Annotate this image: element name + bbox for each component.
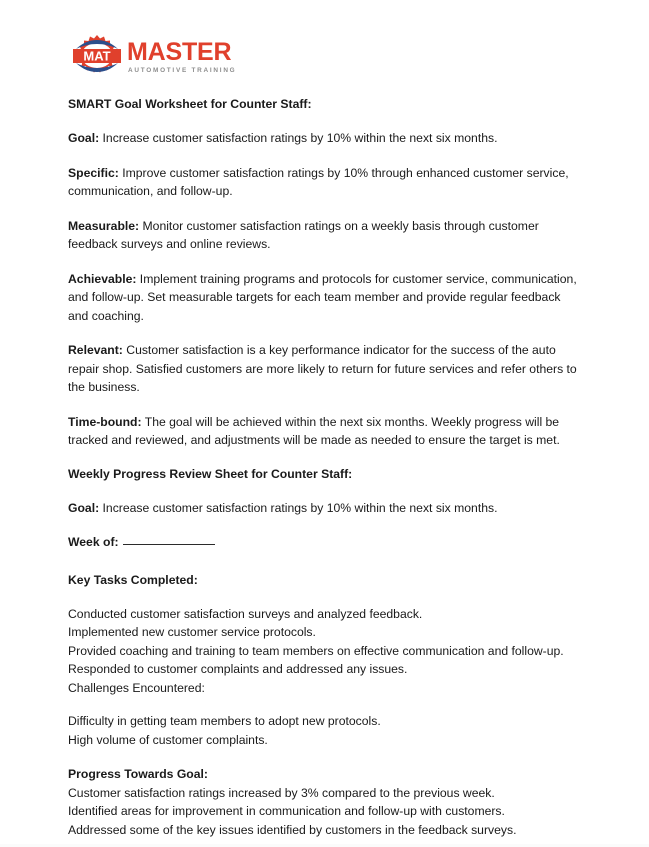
weekly-goal-paragraph [68,499,583,518]
smart-specific-text: Improve customer satisfaction ratings by 10% through enhanced customer service, communication, and follow-up. [68,165,569,198]
list-item: Difficulty in getting team members to adopt new protocols. [68,714,381,728]
logo-wordmark [127,39,236,75]
smart-measurable-paragraph [68,217,583,254]
document-body [68,34,583,839]
smart-goal-text: Increase customer satisfaction ratings by 10% within the next six months. [99,131,498,145]
smart-measurable-label: Measurable: [68,218,140,233]
weekly-goal-label: Goal: [68,500,100,515]
logo-brand-text: MASTER [127,38,232,66]
list-item: Provided coaching and training to team members on effective communication and follow-up. [68,643,564,658]
smart-measurable-text: Monitor customer satisfaction ratings on a weekly basis through customer feedback surveys and online reviews. [68,218,539,251]
list-item: Responded to customer complaints and addressed any issues. [68,662,408,676]
challenges-encountered-label: Challenges Encountered: [68,680,205,695]
smart-goal-paragraph [68,129,583,148]
progress-list [68,784,583,840]
brand-logo [68,34,583,80]
smart-time-bound-label: Time-bound: [68,414,142,429]
week-of-blank[interactable] [123,533,215,545]
smart-time-bound-text: The goal will be achieved within the next six months. Weekly progress will be tracked and reviewed, and adjustments will be made as needed to ensure the target is met. [68,414,560,447]
key-tasks-list [68,605,583,698]
emblem-text: MAT [83,48,111,64]
smart-achievable-paragraph [68,270,583,326]
progress-towards-goal-title: Progress Towards Goal: [68,767,208,781]
smart-goal-label: Goal: [68,131,100,145]
page-title: SMART Goal Worksheet for Counter Staff: [68,97,312,111]
smart-relevant-label: Relevant: [68,343,123,357]
list-item: Customer satisfaction ratings increased by 3% compared to the previous week. [68,785,495,800]
smart-specific-label: Specific: [68,165,119,180]
smart-relevant-text: Customer satisfaction is a key performance indicator for the success of the auto repair shop. Satisfied customers are more likely to return for future services and refer others to the business. [68,343,577,394]
week-of-label: Week of: [68,535,119,549]
smart-time-bound-paragraph [68,413,583,450]
smart-achievable-label: Achievable: [68,271,137,286]
challenges-list [68,712,583,749]
key-tasks-title: Key Tasks Completed: [68,572,198,587]
smart-specific-paragraph [68,164,583,201]
weekly-review-title: Weekly Progress Review Sheet for Counter Staff: [68,466,353,481]
list-item: High volume of customer complaints. [68,732,268,747]
smart-relevant-paragraph [68,341,583,397]
list-item: Implemented new customer service protocols. [68,625,316,639]
list-item: Identified areas for improvement in communication and follow-up with customers. [68,804,505,818]
weekly-goal-text: Increase customer satisfaction ratings by 10% within the next six months. [99,500,498,515]
list-item: Conducted customer satisfaction surveys and analyzed feedback. [68,606,423,621]
list-item: Addressed some of the key issues identified by customers in the feedback surveys. [68,822,517,837]
mat-gear-emblem-icon [68,34,126,80]
smart-achievable-text: Implement training programs and protocols for customer service, communication, and follow-up. Set measurable targets for each team member and provide regular feedback and coaching. [68,271,577,323]
logo-tagline-text: AUTOMOTIVE TRAINING [128,67,237,74]
week-of-field[interactable] [68,533,583,552]
